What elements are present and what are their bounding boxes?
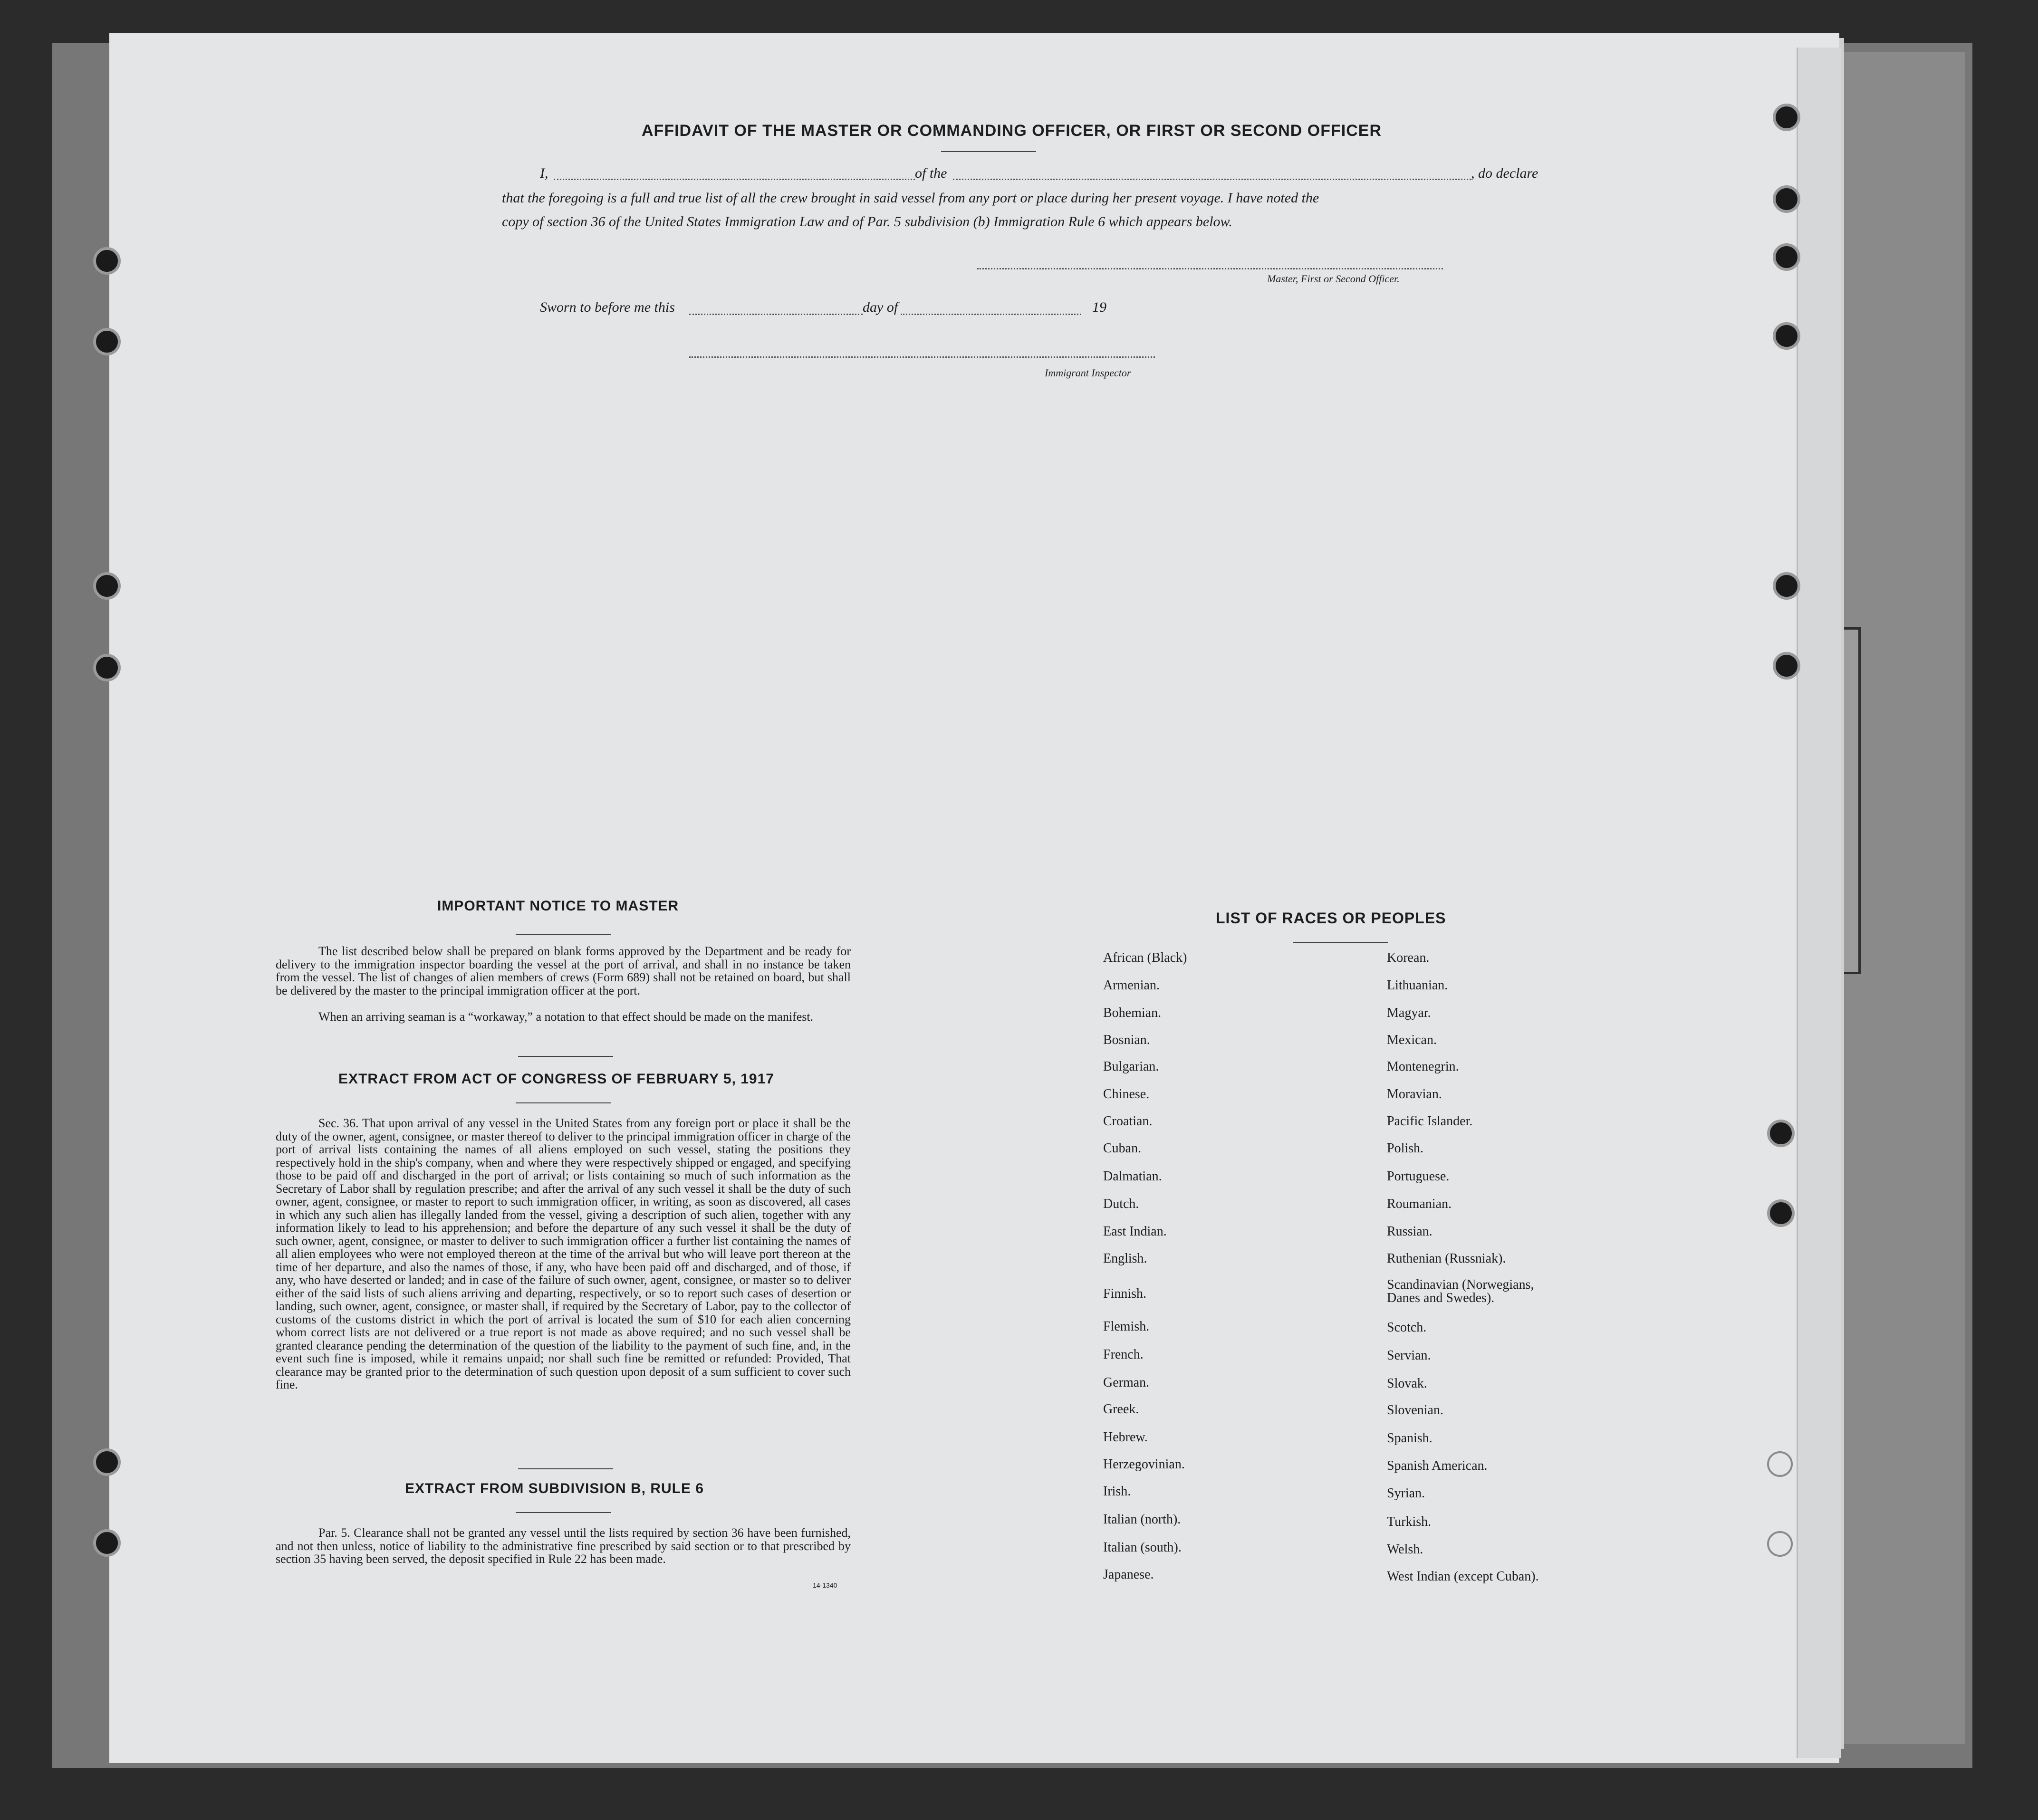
race-item: Greek. bbox=[1103, 1402, 1139, 1417]
race-item: African (Black) bbox=[1103, 950, 1187, 965]
race-item: French. bbox=[1103, 1347, 1144, 1362]
races-title: LIST OF RACES OR PEOPLES bbox=[1216, 910, 1446, 927]
rule-paragraph: Par. 5. Clearance shall not be granted any vessel until the lists required by section 36 have been furnished, and not then unless, notice of liability to the administrative fine prescribed by said section or to that prescribed by section 35 having been served, the deposit specified in Rule 22 has been made. bbox=[276, 1526, 851, 1566]
race-item: Welsh. bbox=[1387, 1542, 1423, 1557]
document-page bbox=[109, 33, 1839, 1763]
name-blank bbox=[554, 179, 915, 180]
race-item: Slovenian. bbox=[1387, 1403, 1443, 1418]
race-item: Japanese. bbox=[1103, 1567, 1154, 1582]
rule-top-rule bbox=[518, 1468, 613, 1469]
race-item: Turkish. bbox=[1387, 1514, 1432, 1529]
race-item: Herzegovinian. bbox=[1103, 1457, 1185, 1472]
race-item: East Indian. bbox=[1103, 1224, 1167, 1239]
form-number: 14-1340 bbox=[813, 1581, 837, 1589]
race-item: Flemish. bbox=[1103, 1319, 1150, 1334]
race-item: Bosnian. bbox=[1103, 1033, 1150, 1047]
race-item: Croatian. bbox=[1103, 1114, 1153, 1129]
notice-title: IMPORTANT NOTICE TO MASTER bbox=[437, 898, 679, 914]
page-edge bbox=[1797, 48, 1841, 1758]
race-item: Russian. bbox=[1387, 1224, 1432, 1239]
affidavit-i: I, bbox=[540, 165, 548, 181]
rule-rule bbox=[516, 1512, 611, 1513]
rule-title: EXTRACT FROM SUBDIVISION B, RULE 6 bbox=[405, 1481, 704, 1496]
race-item: Spanish. bbox=[1387, 1431, 1432, 1446]
punch-hole bbox=[1773, 322, 1800, 350]
race-item: German. bbox=[1103, 1375, 1150, 1390]
signature-line bbox=[977, 268, 1443, 269]
race-item: Chinese. bbox=[1103, 1087, 1150, 1102]
punch-hole bbox=[1767, 1451, 1793, 1477]
punch-hole bbox=[1767, 1120, 1795, 1147]
race-item: Pacific Islander. bbox=[1387, 1114, 1473, 1129]
affidavit-line2: that the foregoing is a full and true list of all the crew brought in said vessel from any port or place during her present voyage. I have noted the bbox=[502, 190, 1319, 206]
signature-caption: Master, First or Second Officer. bbox=[1267, 273, 1400, 285]
affidavit-line3: copy of section 36 of the United States Immigration Law and of Par. 5 subdivision (b) Immigration Rule 6 which appears below. bbox=[502, 214, 1232, 230]
race-item: Italian (north). bbox=[1103, 1512, 1181, 1527]
race-item: Syrian. bbox=[1387, 1486, 1425, 1501]
race-item: Polish. bbox=[1387, 1141, 1424, 1156]
sworn-year: 19 bbox=[1092, 299, 1106, 315]
inspector-line bbox=[689, 356, 1155, 358]
race-item: Magyar. bbox=[1387, 1006, 1431, 1020]
race-item: West Indian (except Cuban). bbox=[1387, 1569, 1539, 1584]
punch-hole bbox=[1773, 185, 1800, 213]
affidavit-title: AFFIDAVIT OF THE MASTER OR COMMANDING OFFICER, OR FIRST OR SECOND OFFICER bbox=[642, 122, 1382, 140]
race-item: Slovak. bbox=[1387, 1376, 1427, 1391]
act-section-36: Sec. 36. That upon arrival of any vessel in the United States from any foreign port or place it shall be the duty of the owner, agent, consignee, or master thereof to deliver to the principal immigration officer in charge of the port of arrival lists containing the names of all aliens employed on such vessel, stating the positions they respectively hold in the ship's company, when and where they were respectively shipped or engaged, and specifying those to be paid off and discharged in the port of arrival; or lists containing so much of such information as the Secretary of Labor shall by regulation prescribe; and after the arrival of any such vessel it shall be the duty of such owner, agent, consignee, or master to report to such immigration officer, in writing, as soon as discovered, all cases in which any such alien has illegally landed from the vessel, giving a description of such alien, together with any information likely to lead to his apprehension; and before the departure of any such vessel it shall be the duty of such owner, agent, consignee, or master to deliver to such immigration officer a further list containing the names of all alien employees who were not employed thereon at the time of the arrival but who will leave port thereon at the time of her departure, and also the names of those, if any, who have been paid off and discharged, and of those, if any, who have deserted or landed; and in case of the failure of such owner, agent, consignee, or master so to deliver either of the said lists of such aliens arriving and departing, respectively, or so to report such cases of desertion or landing, such owner, agent, consignee, or master shall, if required by the Secretary of Labor, pay to the collector of customs of the customs district in which the port of arrival is located the sum of $10 for each alien concerning whom correct lists are not delivered or a true report is not made as above required; and no such vessel shall be granted clearance pending the determination of the question of the liability to the payment of such fine, and, in the event such fine is imposed, while it remains unpaid; nor shall such fine be remitted or refunded: Provided, That clearance may be granted prior to the determination of such question upon deposit of a sum sufficient to cover such fine. bbox=[276, 1116, 851, 1391]
title-rule bbox=[941, 151, 1036, 152]
race-item: Bulgarian. bbox=[1103, 1059, 1159, 1074]
race-item: English. bbox=[1103, 1251, 1147, 1266]
affidavit-declare: , do declare bbox=[1471, 165, 1538, 181]
vessel-blank bbox=[953, 179, 1471, 180]
race-item: Finnish. bbox=[1103, 1286, 1147, 1301]
race-item: Spanish American. bbox=[1387, 1458, 1488, 1473]
race-item: Lithuanian. bbox=[1387, 978, 1448, 993]
sworn-prefix: Sworn to before me this bbox=[540, 299, 675, 315]
punch-hole bbox=[1773, 243, 1800, 271]
punch-hole bbox=[93, 1448, 121, 1476]
affidavit-of-the: of the bbox=[915, 165, 947, 181]
races-rule bbox=[1293, 942, 1388, 943]
act-top-rule bbox=[518, 1056, 613, 1057]
sworn-day-of: day of bbox=[863, 299, 898, 315]
race-item: Servian. bbox=[1387, 1348, 1431, 1363]
punch-hole bbox=[93, 1529, 121, 1557]
race-item: Cuban. bbox=[1103, 1141, 1142, 1156]
race-item: Italian (south). bbox=[1103, 1540, 1182, 1555]
race-item: Moravian. bbox=[1387, 1087, 1442, 1102]
act-rule bbox=[516, 1102, 611, 1103]
race-item: Scotch. bbox=[1387, 1320, 1427, 1335]
race-item: Irish. bbox=[1103, 1484, 1131, 1499]
punch-hole bbox=[93, 572, 121, 600]
notice-rule bbox=[516, 934, 611, 935]
binder-tab bbox=[1844, 627, 1861, 974]
race-item: Hebrew. bbox=[1103, 1430, 1148, 1445]
race-item: Dutch. bbox=[1103, 1197, 1139, 1211]
race-item: Montenegrin. bbox=[1387, 1059, 1459, 1074]
race-item: Bohemian. bbox=[1103, 1006, 1162, 1020]
notice-paragraph-2: When an arriving seaman is a “workaway,” a notation to that effect should be made on the manifest. bbox=[318, 1010, 814, 1024]
sworn-month-blank bbox=[901, 314, 1081, 315]
race-item: Portuguese. bbox=[1387, 1169, 1450, 1184]
punch-hole bbox=[93, 654, 121, 681]
punch-hole bbox=[1773, 652, 1800, 680]
race-item: Roumanian. bbox=[1387, 1197, 1452, 1211]
inspector-caption: Immigrant Inspector bbox=[1045, 367, 1131, 379]
race-item: Ruthenian (Russniak). bbox=[1387, 1251, 1506, 1266]
race-item: Armenian. bbox=[1103, 978, 1160, 993]
race-item: Dalmatian. bbox=[1103, 1169, 1162, 1184]
punch-hole bbox=[1773, 572, 1800, 600]
race-item: Mexican. bbox=[1387, 1033, 1437, 1047]
punch-hole bbox=[93, 328, 121, 355]
act-title: EXTRACT FROM ACT OF CONGRESS OF FEBRUARY 5, 1917 bbox=[338, 1071, 774, 1087]
race-item: Korean. bbox=[1387, 950, 1430, 965]
punch-hole bbox=[1767, 1199, 1795, 1227]
punch-hole bbox=[1767, 1531, 1793, 1557]
punch-hole bbox=[93, 247, 121, 275]
race-item: Scandinavian (Norwegians, Danes and Swedes). bbox=[1387, 1277, 1534, 1305]
sworn-day-blank bbox=[689, 314, 863, 315]
notice-paragraph-1: The list described below shall be prepared on blank forms approved by the Department and be ready for delivery to the immigration inspector boarding the vessel at the port of arrival, and shall in no instance be taken from the vessel. The list of changes of alien members of crews (Form 689) shall not be retained on board, but shall be delivered by the master to the principal immigration officer at the port. bbox=[276, 944, 851, 997]
punch-hole bbox=[1773, 104, 1800, 131]
